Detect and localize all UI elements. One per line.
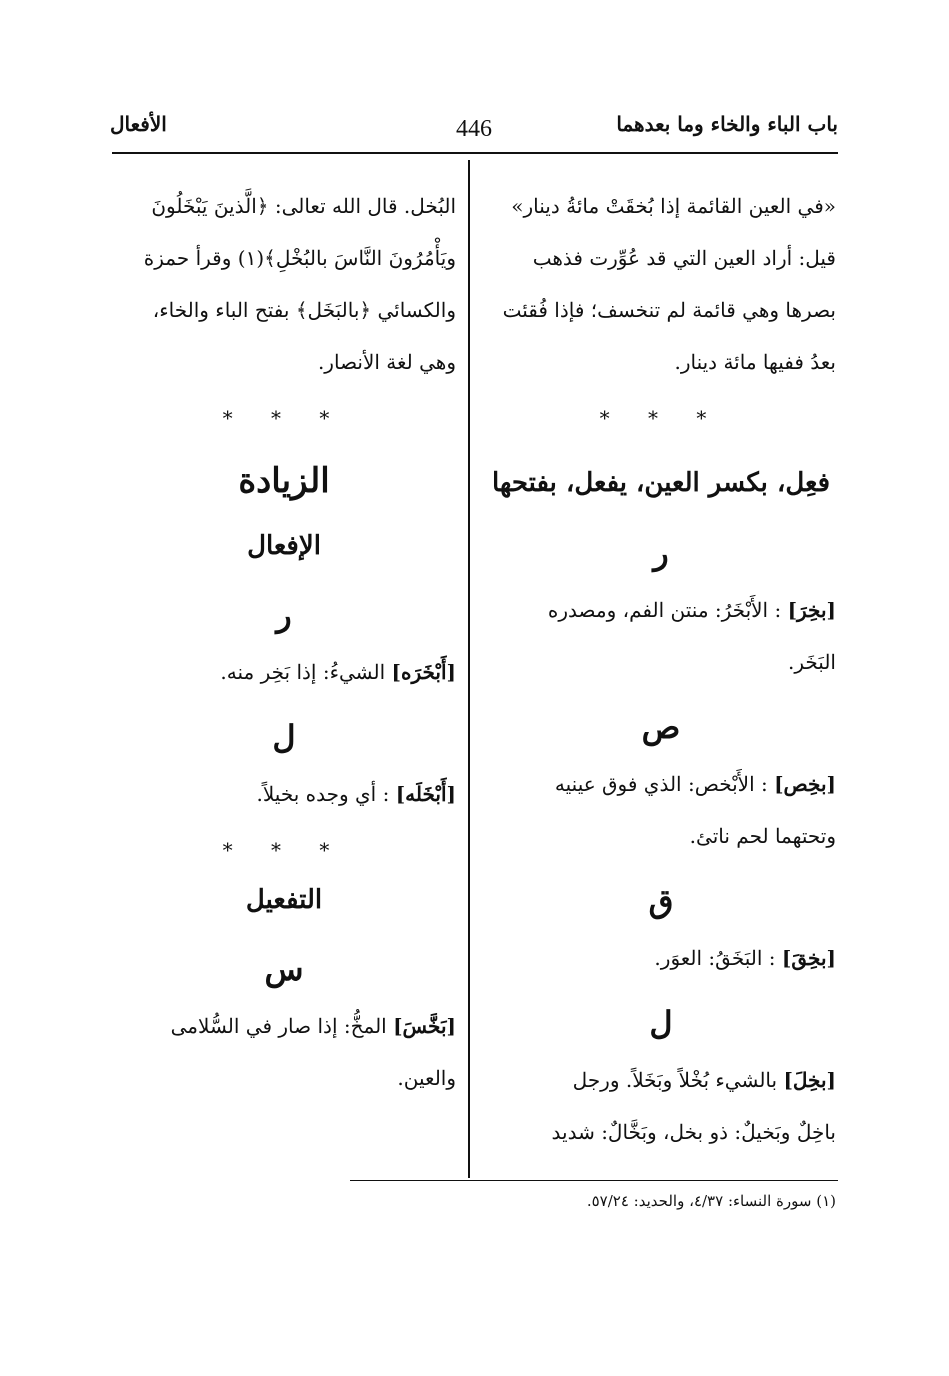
separator-stars: * * * [222, 406, 346, 430]
main-heading: الزيادة [238, 461, 330, 501]
entry [486, 1054, 836, 1106]
chapter-title: باب الباء والخاء وما بعدهما [616, 112, 838, 136]
text-line: البُخل. قال الله تعالى: ﴿الَّذينَ يَبْخَلُونَ [151, 194, 456, 218]
page-header [110, 112, 838, 152]
root-letter: ل [272, 718, 296, 756]
entry-text: : أي وجده بخيلاً. [256, 782, 390, 806]
entry-head: [بخِقَ] [781, 946, 836, 970]
entry [486, 584, 836, 636]
section-heading: فعِل، بكسر العين، يفعل، بفتحها [491, 468, 831, 498]
page-number: 446 [456, 116, 492, 142]
footnote-rule [350, 1180, 838, 1181]
right-column [486, 180, 836, 1158]
entry-text: الشيءُ: إذا بَخِر منه. [220, 660, 386, 684]
entry-text: وتحتهما لحم ناتئ. [689, 824, 836, 848]
text-line: قيل: أراد العين التي قد عُوِّرت فذهب [532, 246, 836, 270]
entry [486, 932, 836, 984]
entry-text: البَخَر. [788, 650, 836, 674]
section-title: الأفعال [110, 112, 167, 136]
entry [112, 1000, 456, 1052]
sub-heading: التفعيل [245, 885, 323, 915]
footnote: (١) سورة النساء: ٤/٣٧، والحديد: ٥٧/٢٤. [586, 1192, 836, 1210]
entry-text: والعين. [397, 1066, 456, 1090]
separator-stars: * * * [599, 406, 723, 430]
entry-text: : البَخَقُ: العوَر. [654, 946, 776, 970]
text-line: والكسائي ﴿بالبَخَل﴾ بفتح الباء والخاء، [152, 298, 456, 322]
root-letter: س [264, 950, 304, 988]
text-line: وهي لغة الأنصار. [317, 350, 456, 374]
entry-head: [بخِرَ] [787, 598, 836, 622]
entry-text: المخُّ: إذا صار في السُّلامى [170, 1014, 387, 1038]
entry-head: [بخِلَ] [783, 1068, 836, 1092]
entry [112, 646, 456, 698]
entry-head: [بخِص] [774, 772, 836, 796]
entry-text: باخِلٌ وبَخيلٌ: ذو بخل، وبَخَّالٌ: شديد [551, 1120, 836, 1144]
left-column [112, 180, 456, 1104]
entry-head: [أَبْخَلَه] [395, 782, 456, 806]
text-line: بصرها وهي قائمة لم تنخسف؛ فإذا فُقئت [502, 298, 836, 322]
text-line: «في العين القائمة إذا بُخقَتْ مائةُ دينار» [511, 194, 836, 218]
column-divider [468, 160, 470, 1178]
entry-text: بالشيء بُخْلاً وبَخَلاً. ورجل [572, 1068, 778, 1092]
entry [486, 758, 836, 810]
entry-text: : الأَبْخَرُ: منتن الفم، ومصدره [547, 598, 782, 622]
entry-head: [أَبْخَرَه] [391, 660, 456, 684]
root-letter: ص [641, 708, 681, 746]
root-letter: ل [649, 1004, 673, 1042]
header-rule [112, 152, 838, 154]
root-letter: ر [653, 534, 669, 572]
entry-text: : الأَبْخص: الذي فوق عينيه [554, 772, 768, 796]
entry [112, 768, 456, 820]
text-line: ويَأْمُرُونَ النَّاسَ بالبُخْلِ﴾(١) وقرأ حمزة [143, 246, 456, 270]
text-line: بعدُ ففيها مائة دينار. [674, 350, 836, 374]
sub-heading: الإفعال [247, 531, 321, 561]
root-letter: ق [648, 882, 674, 920]
entry-head: [بَخَّسَ] [393, 1014, 456, 1038]
root-letter: ر [276, 596, 292, 634]
separator-stars: * * * [222, 838, 346, 862]
